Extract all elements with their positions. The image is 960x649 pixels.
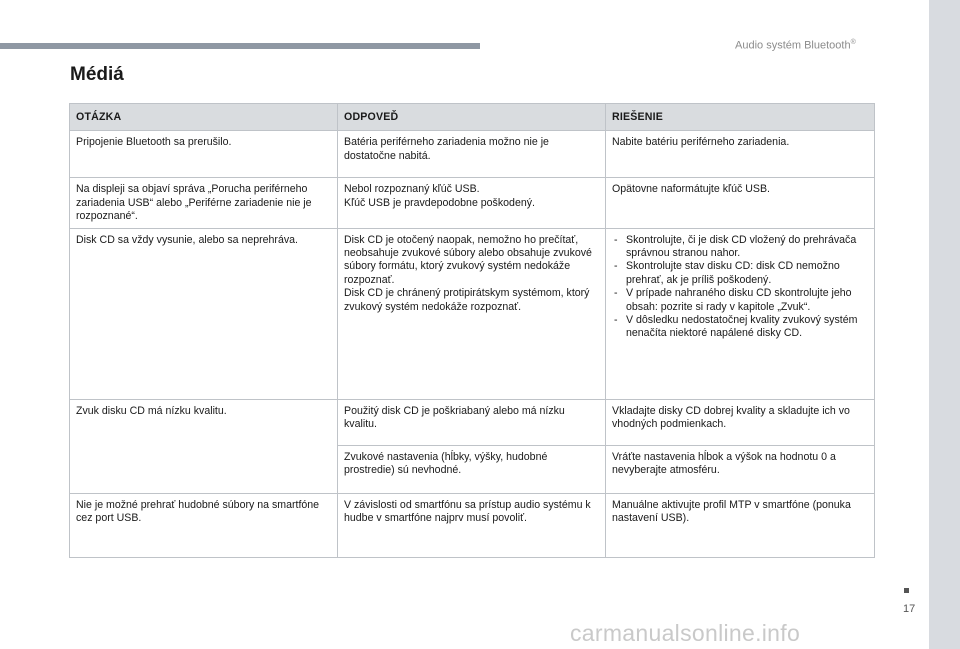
question-cell: Nie je možné prehrať hudobné súbory na smartfóne cez port USB. [70, 493, 338, 557]
question-cell: Na displeji sa objaví správa „Porucha periférneho zariadenia USB“ alebo „Periférne zariadenie nie je rozpoznané“. [70, 178, 338, 228]
continuation-square-icon [904, 588, 909, 593]
solution-list-item: - Skontrolujte, či je disk CD vložený do prehrávača správnou stranou nahor. [612, 234, 868, 261]
solution-list-item: - V dôsledku nedostatočnej kvality zvukový systém nenačíta niektoré napálené disky CD. [612, 314, 868, 341]
answer-cell: V závislosti od smartfónu sa prístup audio systému k hudbe v smartfóne najprv musí povoliť. [338, 493, 606, 557]
column-header-question: OTÁZKA [70, 104, 338, 131]
answer-cell: Použitý disk CD je poškriabaný alebo má nízku kvalitu. [338, 399, 606, 445]
answer-line: Nebol rozpoznaný kľúč USB. [344, 183, 480, 196]
solution-list-item: - V prípade nahraného disku CD skontrolujte jeho obsah: pozrite si rady v kapitole „Zvuk“. [612, 287, 868, 314]
page-title: Médiá [70, 64, 124, 85]
question-cell: Disk CD sa vždy vysunie, alebo sa neprehráva. [70, 228, 338, 399]
solution-cell: Vráťte nastavenia hĺbok a výšok na hodnotu 0 a nevyberajte atmosféru. [606, 445, 875, 493]
solution-list [612, 234, 868, 341]
answer-line: Kľúč USB je pravdepodobne poškodený. [344, 196, 535, 209]
page-number: 17 [903, 603, 916, 615]
answer-line: Disk CD je otočený naopak, nemožno ho prečítať, neobsahuje zvukové súbory alebo obsahuje zvukové súbory formátu, ktorý zvukový systém nedokáže rozpoznať. [344, 233, 592, 286]
header-accent-bar [0, 43, 480, 49]
watermark: carmanualsonline.info [570, 620, 801, 646]
solution-list-item: - Skontrolujte stav disku CD: disk CD nemožno prehrať, ak je príliš poškodený. [612, 260, 868, 287]
table-row [70, 399, 875, 445]
answer-cell: Batéria periférneho zariadenia možno nie je dostatočne nabitá. [338, 131, 606, 178]
solution-cell [606, 228, 875, 399]
solution-cell: Nabite batériu periférneho zariadenia. [606, 131, 875, 178]
table-row [70, 493, 875, 557]
column-header-solution: RIEŠENIE [606, 104, 875, 131]
solution-cell: Manuálne aktivujte profil MTP v smartfóne (ponuka nastavení USB). [606, 493, 875, 557]
question-cell: Pripojenie Bluetooth sa prerušilo. [70, 131, 338, 178]
answer-line: Disk CD je chránený protipirátskym systémom, ktorý zvukový systém nedokáže rozpoznať. [344, 287, 590, 313]
column-header-answer: ODPOVEĎ [338, 104, 606, 131]
table-row [70, 228, 875, 399]
page-side-band [929, 0, 960, 649]
solution-cell: Vkladajte disky CD dobrej kvality a skladujte ich vo vhodných podmienkach. [606, 399, 875, 445]
table-row [70, 131, 875, 178]
table-header-row [70, 104, 875, 131]
troubleshooting-table [69, 103, 875, 558]
table-row [70, 178, 875, 228]
section-label: Audio systém Bluetooth® [735, 39, 856, 52]
solution-cell: Opätovne naformátujte kľúč USB. [606, 178, 875, 228]
answer-cell: Zvukové nastavenia (hĺbky, výšky, hudobné prostredie) sú nevhodné. [338, 445, 606, 493]
answer-cell [338, 228, 606, 399]
answer-cell [338, 178, 606, 228]
question-cell: Zvuk disku CD má nízku kvalitu. [70, 399, 338, 493]
